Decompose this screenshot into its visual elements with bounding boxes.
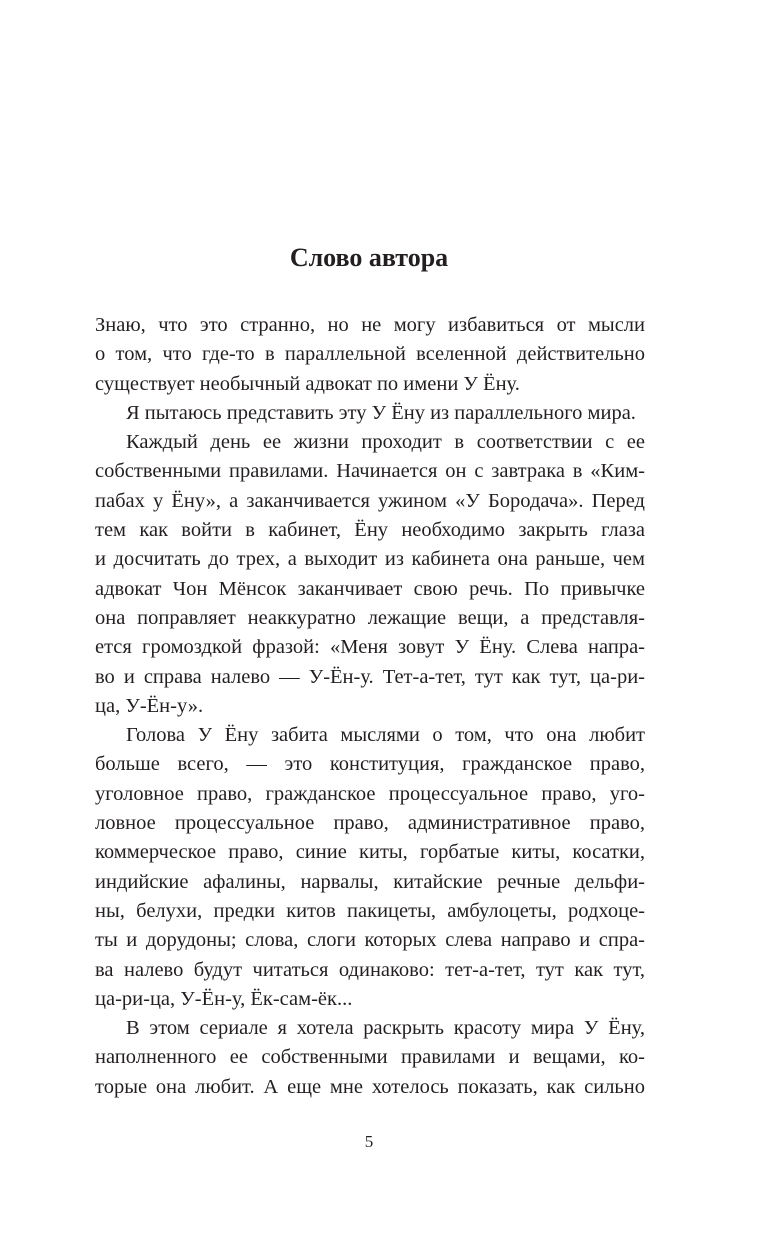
text-line: Знаю, что это странно, но не могу избавиться от мысли <box>95 314 645 336</box>
text-line: индийские афалины, нарвалы, китайские речные дельфи- <box>95 870 645 893</box>
text-line: ва налево будут читаться одинаково: тет-а-тет, тут как тут, <box>95 958 645 981</box>
text-line: Каждый день ее жизни проходит в соответствии с ее <box>126 431 645 454</box>
text-line: и досчитать до трех, а выходит из кабинета она раньше, чем <box>95 548 645 571</box>
paragraph <box>95 428 645 721</box>
body-text <box>95 311 645 1102</box>
text-line: больше всего, — это конституция, гражданское право, <box>95 753 645 776</box>
text-line: наполненного ее собственными правилами и вещами, ко- <box>95 1046 645 1069</box>
text-line: она поправляет неаккуратно лежащие вещи, а представля- <box>95 606 645 629</box>
text-line: ты и дорудоны; слова, слоги которых слева направо и спра- <box>95 929 645 952</box>
paragraph <box>95 721 645 1014</box>
text-line: ца-ри-ца, У-Ён-у, Ёк-сам-ёк... <box>95 987 353 1010</box>
text-line: во и справа налево — У-Ён-у. Тет-а-тет, тут как тут, ца-ри- <box>95 665 645 688</box>
text-line: о том, что где-то в параллельной вселенной действительно <box>95 343 645 366</box>
text-line: ны, белухи, предки китов пакицеты, амбулоцеты, родхоце- <box>95 899 645 922</box>
text-line: собственными правилами. Начинается он с завтрака в «Ким- <box>95 460 645 483</box>
text-line: существует необычный адвокат по имени У Ёну. <box>95 372 520 395</box>
paragraph <box>95 311 645 399</box>
text-line: ца, У-Ён-у». <box>95 694 204 717</box>
paragraph <box>95 399 645 428</box>
text-line: пабах у Ёну», а заканчивается ужином «У Бородача». Перед <box>95 489 645 512</box>
chapter-title: Слово автора <box>289 243 449 272</box>
text-line: коммерческое право, синие киты, горбатые киты, косатки, <box>95 841 645 864</box>
text-line: ловное процессуальное право, административное право, <box>95 812 645 835</box>
paragraph <box>95 1014 645 1102</box>
page-number: 5 <box>364 1132 374 1151</box>
text-line: адвокат Чон Мёнсок заканчивает свою речь. По привычке <box>95 577 645 600</box>
text-line: торые она любит. А еще мне хотелось показать, как сильно <box>95 1075 645 1098</box>
text-line: В этом сериале я хотела раскрыть красоту мира У Ёну, <box>126 1017 645 1040</box>
text-line: тем как войти в кабинет, Ёну необходимо закрыть глаза <box>95 519 645 542</box>
text-line: ется громоздкой фразой: «Меня зовут У Ёну. Слева напра- <box>95 636 645 659</box>
text-line: Голова У Ёну забита мыслями о том, что она любит <box>126 724 645 747</box>
text-line: Я пытаюсь представить эту У Ёну из параллельного мира. <box>126 401 636 424</box>
text-line: уголовное право, гражданское процессуальное право, уго- <box>95 782 645 805</box>
